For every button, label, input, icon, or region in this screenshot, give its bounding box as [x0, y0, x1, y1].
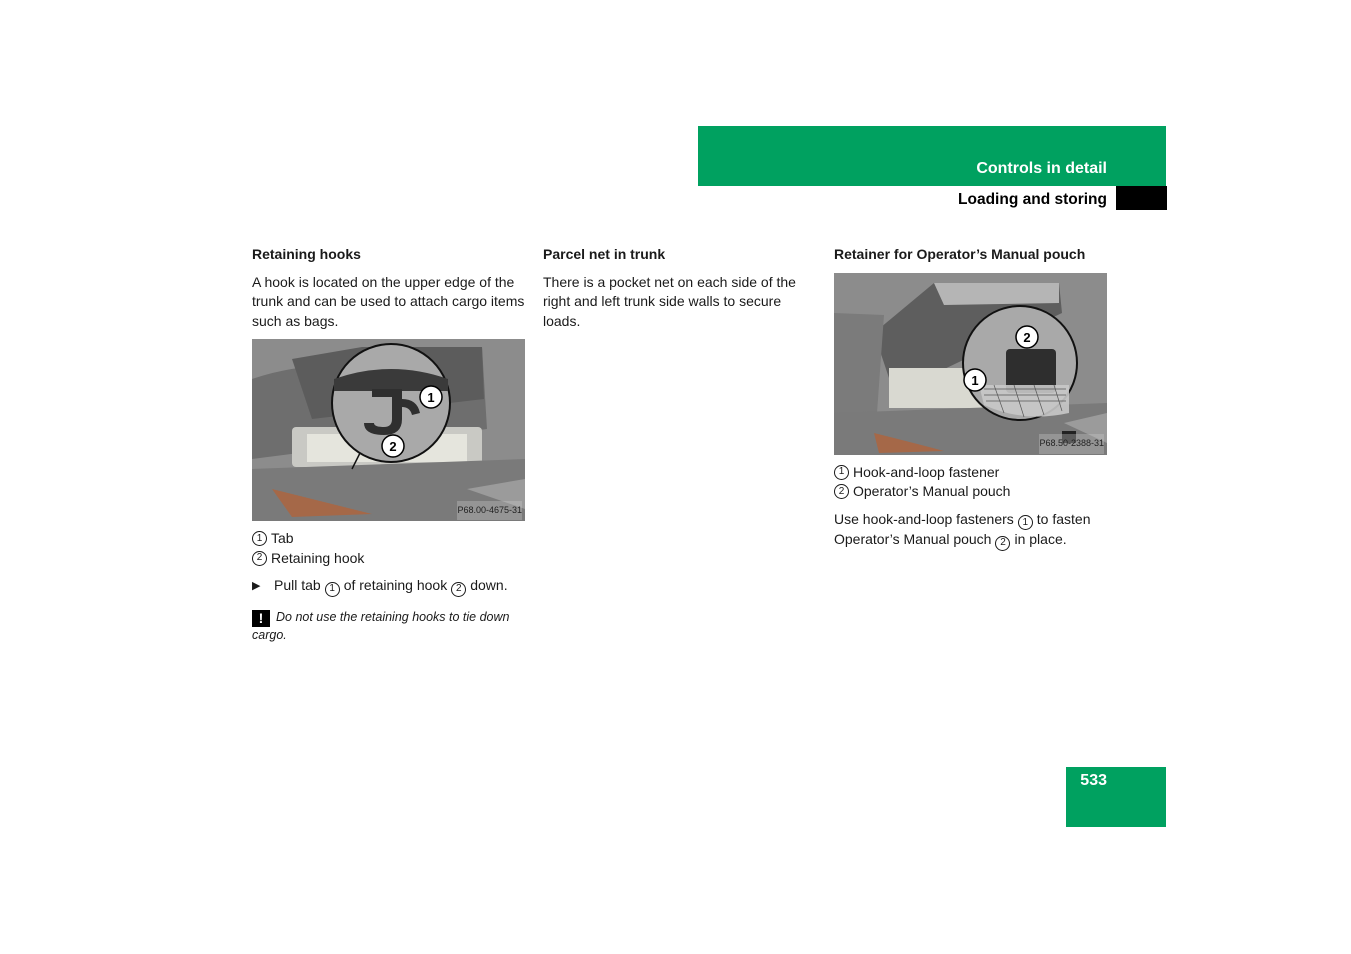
parcel-net-body: There is a pocket net on each side of the right and left trunk side walls to secure loads. [543, 273, 796, 329]
svg-text:1: 1 [427, 390, 435, 405]
callout-1 [964, 369, 986, 391]
body-part: in place. [1014, 531, 1067, 547]
legend-number: 2 [252, 551, 267, 566]
exclamation-warning-icon: ! [252, 610, 270, 627]
inline-number: 2 [451, 582, 466, 597]
callout-2 [1016, 326, 1038, 348]
legend-label: Operator’s Manual pouch [853, 483, 1011, 499]
section-title: Controls in detail [976, 160, 1107, 177]
triangle-bullet-icon: ▶ [252, 580, 261, 592]
callout-1 [420, 386, 442, 408]
callout-2 [382, 435, 404, 457]
callout-layer [252, 339, 525, 521]
legend-number: 1 [252, 531, 267, 546]
inline-number: 2 [995, 536, 1010, 551]
legend-label: Hook-and-loop fastener [853, 463, 1000, 480]
column-parcel-net [543, 245, 817, 339]
subsection-title: Loading and storing [958, 191, 1107, 208]
legend-item-manual-pouch [834, 482, 1108, 502]
instruction-part: Pull tab [274, 577, 321, 593]
retaining-hook-figure [252, 339, 525, 521]
column-retaining-hooks [252, 245, 526, 644]
body-part: Use hook-and-loop fasteners [834, 510, 1014, 527]
legend-label: Retaining hook [271, 549, 365, 566]
figure-code: P68.50-2388-31 [1039, 434, 1104, 454]
legend-number: 1 [834, 465, 849, 480]
retaining-hooks-intro: A hook is located on the upper edge of the trunk and can be used to attach cargo items such as bags. [252, 273, 525, 329]
legend-item-retaining-hook [252, 549, 526, 569]
legend-number: 2 [834, 484, 849, 499]
legend-label: Tab [271, 530, 294, 546]
page-number: 533 [1080, 772, 1107, 789]
section-tab-marker [1116, 186, 1167, 210]
retaining-hooks-heading: Retaining hooks [252, 246, 361, 262]
inline-number: 1 [325, 582, 340, 597]
instruction-part: down. [470, 577, 508, 593]
legend-item-hook-and-loop-fastener [834, 463, 1108, 483]
callout-layer [834, 273, 1107, 455]
figure-code: P68.00-4675-31 [457, 501, 522, 521]
body-part: to fasten Operator’s Manual pouch [834, 510, 1091, 547]
legend-item-tab [252, 529, 526, 549]
svg-text:2: 2 [1023, 329, 1031, 345]
manual-pouch-body [834, 510, 1108, 551]
inline-number: 1 [1018, 515, 1033, 530]
warning-text: Do not use the retaining hooks to tie down cargo. [252, 609, 510, 642]
manual-pouch-figure [834, 273, 1107, 455]
svg-text:2: 2 [389, 439, 397, 454]
instruction-part: of retaining hook [343, 577, 448, 593]
warning-note [252, 609, 526, 644]
instruction-text [274, 576, 508, 597]
manual-pouch-heading: Retainer for Operator’s Manual pouch [834, 246, 1086, 262]
parcel-net-heading: Parcel net in trunk [543, 246, 666, 262]
instruction-step [252, 576, 526, 597]
svg-text:1: 1 [971, 372, 979, 388]
column-manual-pouch [834, 245, 1108, 559]
